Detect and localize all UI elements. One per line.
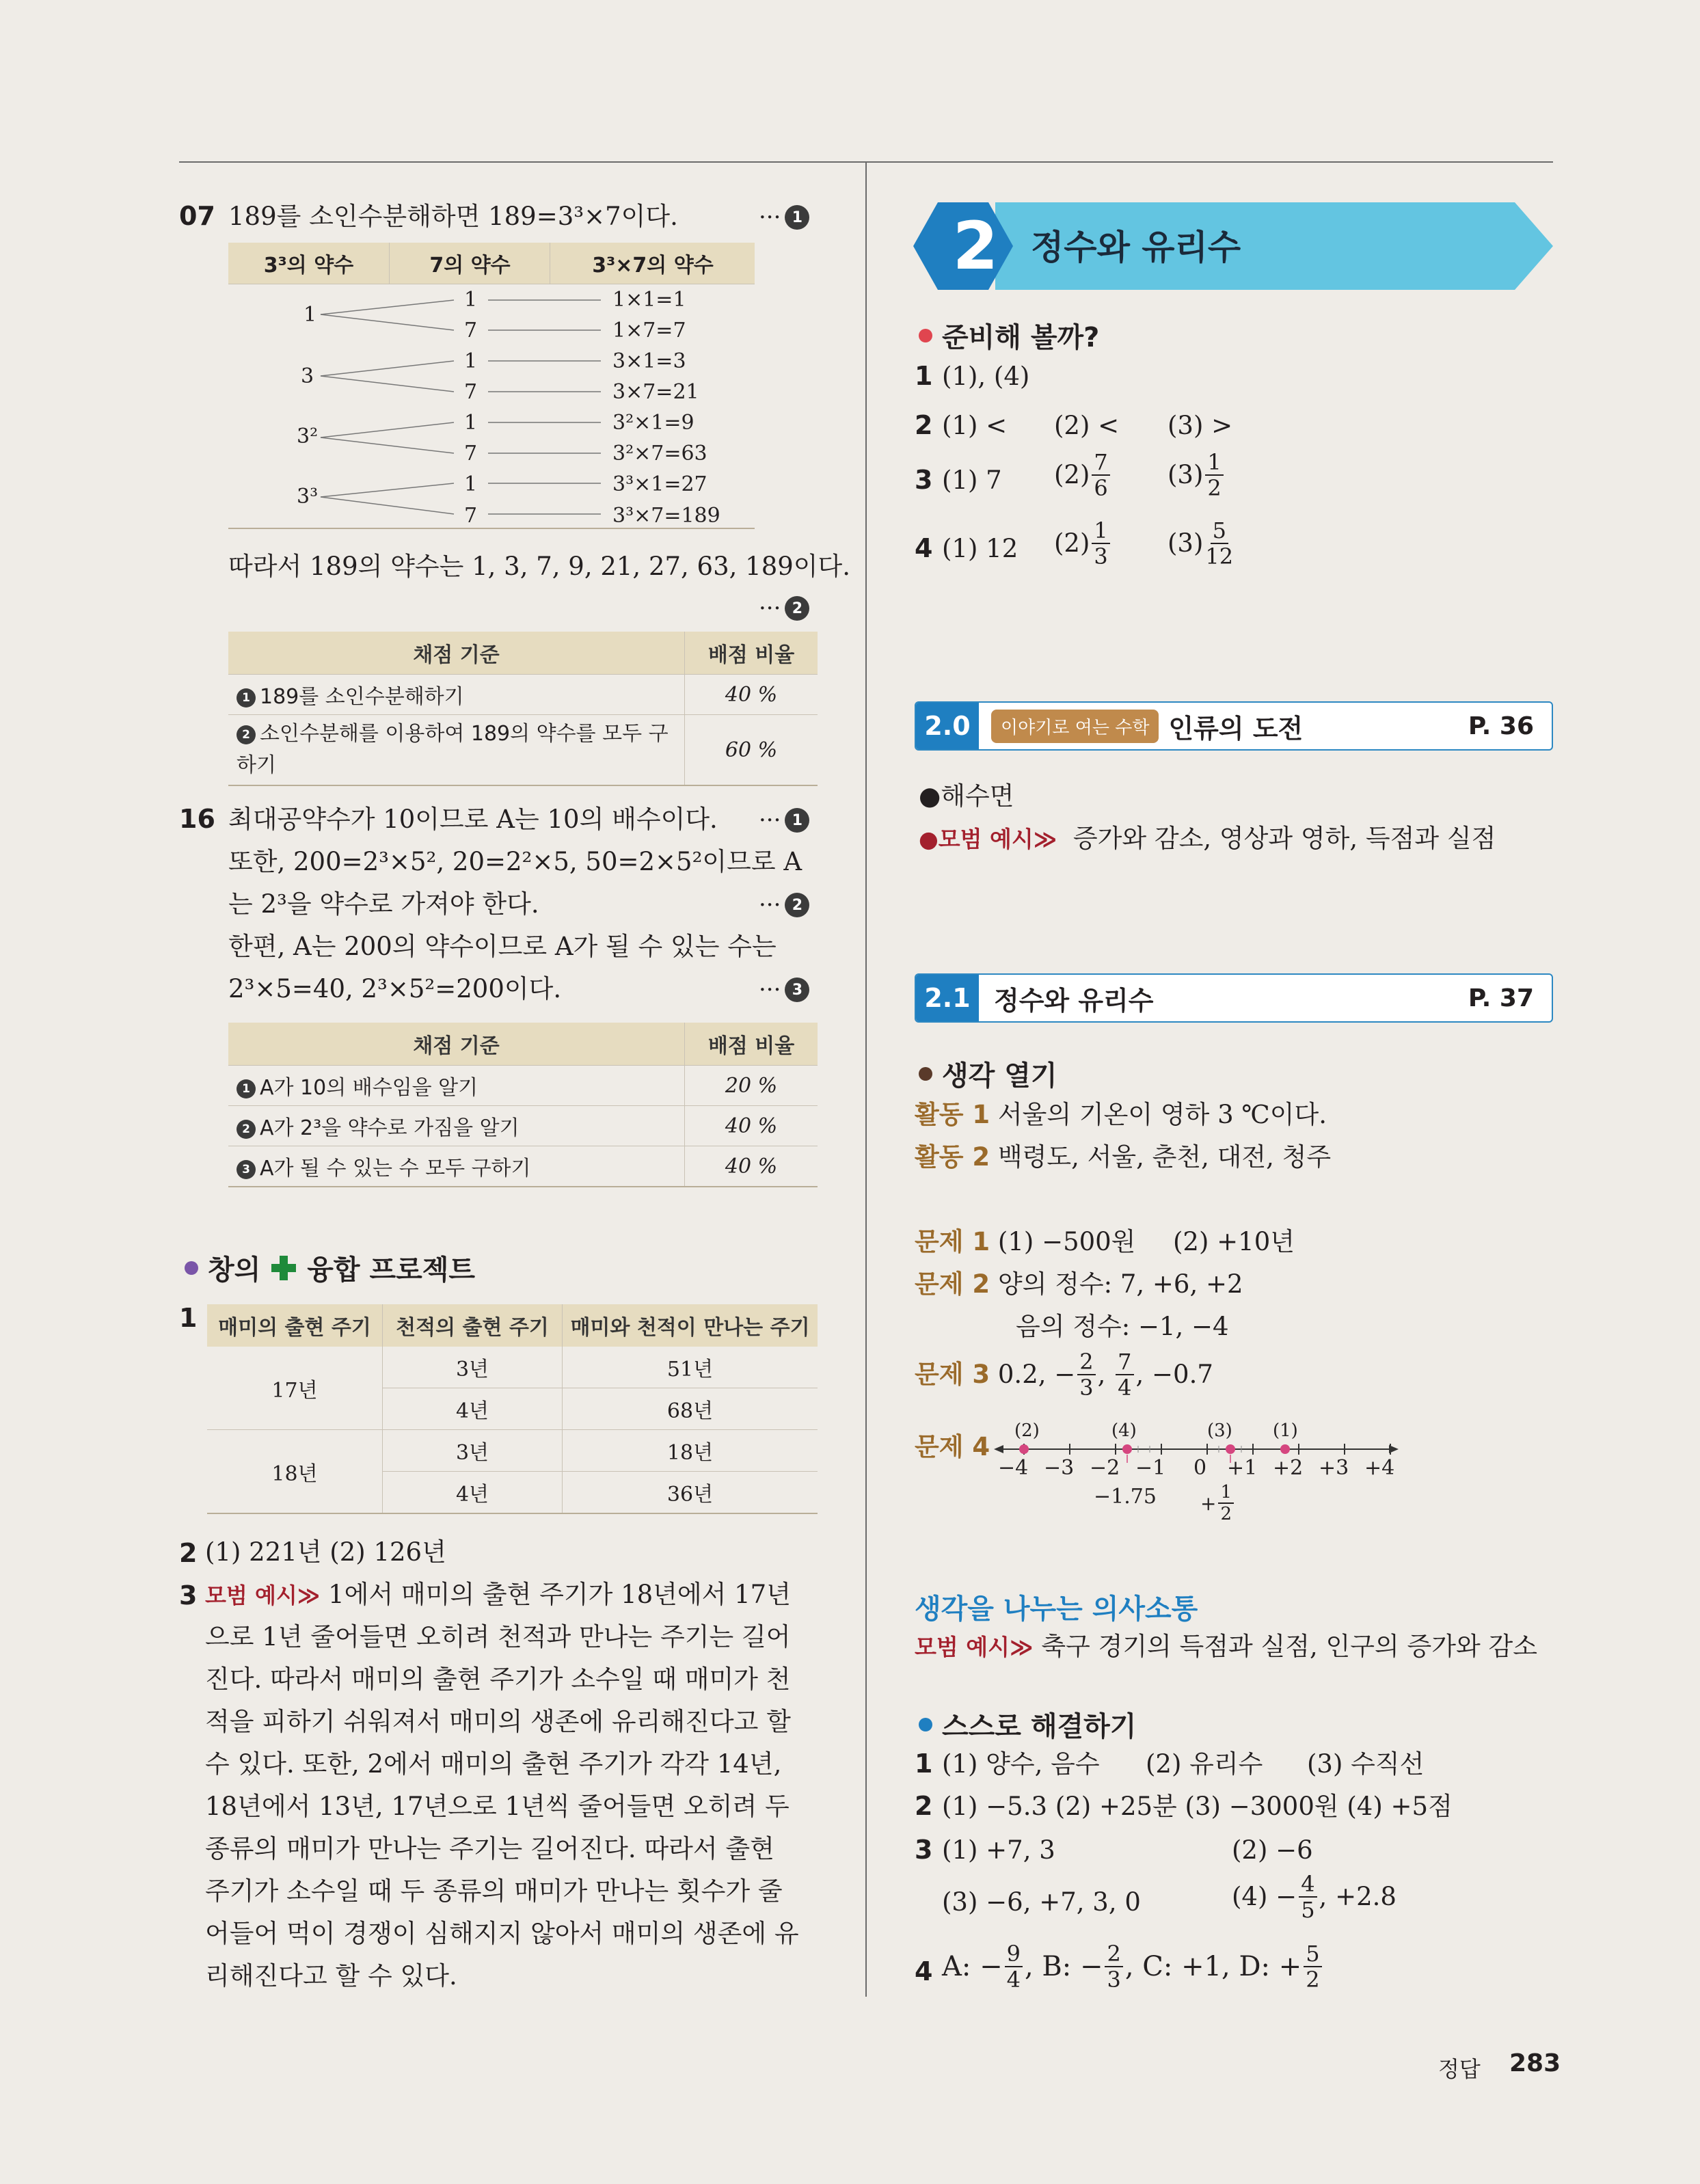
project-answer-3-line: 리해진다고 할 수 있다. [205,1961,457,1991]
nl-tick: 0 [1193,1456,1207,1480]
q16-grading-table [228,1023,818,1187]
grade-criterion: 1 A가 10의 배수임을 알기 [228,1066,685,1106]
bullet-icon [919,1718,932,1731]
project-answer-3-line: 주기가 소수일 때 두 종류의 매미가 만나는 횟수가 줄 [205,1876,783,1906]
project-answer-3-line: 종류의 매미가 만나는 주기는 길어진다. 따라서 출현 [205,1834,774,1863]
tree-b8: 7 [464,504,478,528]
self-a3-2: (2) −6 [1232,1835,1313,1865]
prep-a2-2: (2) < [1054,411,1120,440]
section-tag: 2.0 [916,703,979,749]
cicada-period: 18년 [271,1461,318,1486]
think-heading: 생각 열기 [919,1054,1057,1093]
project-item-1: 1 [179,1303,198,1333]
chapter-number: 2 [952,208,999,284]
self-a1-3: (3) 수직선 [1307,1749,1425,1779]
nl-label-neg175: −1.75 [1094,1485,1157,1509]
table-row [207,1430,818,1472]
cicada-col-2: 천적의 출현 주기 [383,1304,563,1347]
grade-criterion: 3 A가 될 수 있는 수 모두 구하기 [228,1146,685,1187]
prep-a4-3: (3) $\frac{5}{12}$ [1168,517,1234,569]
q07-line1: 189를 소인수분해하면 189=3³×7이다. [228,202,678,231]
section-title: 인류의 도전 [1168,713,1304,744]
tree-p4: 3×7=21 [612,380,699,404]
sea-level-answer: ●해수면 [919,781,1014,811]
column-divider [865,161,867,1997]
problem-1: 문제 1 (1) −500원 [915,1227,1136,1256]
prep-item-1: 1 [915,361,933,391]
section-chip: 이야기로 여는 수학 [991,710,1159,743]
tree-p5: 3²×1=9 [612,411,694,435]
enemy-period: 3년 [383,1430,563,1472]
project-answer-3-line: 수 있다. 또한, 2에서 매미의 출현 주기가 각각 14년, [205,1749,782,1779]
project-answer-3-line: 18년에서 13년, 17년으로 1년씩 줄어들면 오히려 두 [205,1792,790,1821]
project-title-b: 융합 프로젝트 [307,1254,476,1286]
problem-number-16: 16 [179,804,215,834]
self-item-3: 3 [915,1835,933,1865]
self-item-1: 1 [915,1749,933,1779]
problem-number-07: 07 [179,201,215,231]
project-answer-3-line: 진다. 따라서 매미의 출현 주기가 소수일 때 매미가 천 [205,1664,791,1694]
prep-a3-1: (1) 7 [942,466,1002,495]
q16-line2: 또한, 200=2³×5², 20=2²×5, 50=2×5²이므로 A [228,847,802,876]
nl-tick: −1 [1135,1456,1166,1480]
nl-label-half: + $\frac{1}{2}$ [1200,1483,1236,1523]
tree-p1: 1×1=1 [612,288,686,312]
grade-row [228,1066,818,1106]
tree-b3: 1 [464,349,478,373]
tree-p7: 3³×1=27 [612,472,707,496]
nl-tick: +3 [1319,1456,1349,1480]
self-a3-3: (3) −6, +7, 3, 0 [942,1887,1141,1917]
grade-header-row [228,1023,818,1066]
prep-a3-2: (2) $\frac{7}{6}$ [1054,451,1112,499]
self-heading: 스스로 해결하기 [919,1705,1136,1744]
prep-a2-1: (1) < [942,411,1008,440]
q16-marker3: ··· 3 [759,976,809,1003]
enemy-period: 3년 [383,1347,563,1388]
self-a3-1: (1) +7, 3 [942,1835,1055,1865]
meet-period: 36년 [563,1472,818,1514]
meet-period: 51년 [563,1347,818,1388]
tree-p6: 3²×7=63 [612,442,707,466]
cicada-col-1: 매미의 출현 주기 [207,1304,383,1347]
meet-period: 68년 [563,1388,818,1430]
project-answer-3-line: 적을 피하기 쉬워져서 매미의 생존에 유리해진다고 할 [205,1707,791,1736]
q07-grading-table [228,632,818,786]
grade-col-criteria: 채점 기준 [228,1023,685,1066]
self-a1-2: (2) 유리수 [1146,1749,1263,1779]
prep-a4-2: (2) $\frac{1}{3}$ [1054,520,1112,567]
q16-line4: 한편, A는 200의 약수이므로 A가 될 수 있는 수는 [228,932,777,961]
grade-pct: 20 % [685,1066,818,1106]
prep-heading: 준비해 볼까? [919,316,1099,355]
grade-header-row [228,632,818,675]
chapter-title: 정수와 유리수 [1031,228,1241,267]
self-a1-1: (1) 양수, 음수 [942,1749,1100,1779]
tree-header-a: 3³의 약수 [263,254,354,278]
q16-line1: 최대공약수가 10이므로 A는 10의 배수이다. [228,805,718,834]
q07-marker1: ··· 1 [759,204,809,231]
tree-a2: 3 [301,364,314,388]
cicada-table [207,1304,818,1514]
self-item-4: 4 [915,1956,933,1986]
nl-mark-1: (1) [1273,1420,1298,1441]
prep-item-3: 3 [915,465,933,495]
project-heading [185,1248,475,1287]
problem-4-label: 문제 4 [915,1432,990,1461]
prep-a3-3: (3) $\frac{1}{2}$ [1168,451,1226,499]
project-answer-3-line: 어들어 먹이 경쟁이 심해지지 않아서 매미의 생존에 유 [205,1919,799,1948]
problem-2b: 음의 정수: −1, −4 [1016,1312,1229,1341]
cicada-period: 17년 [207,1347,383,1430]
grade-pct: 40 % [685,1106,818,1146]
grade-pct: 40 % [685,675,818,715]
nl-mark-2: (2) [1014,1420,1040,1441]
prep-a4-1: (1) 12 [942,534,1018,563]
project-item-3: 3 [179,1580,198,1610]
problem-2: 문제 2 양의 정수: 7, +6, +2 [915,1269,1243,1299]
tree-header-row [228,243,755,284]
tree-b2: 7 [464,319,478,342]
q16-marker2: ··· 2 [759,891,809,919]
footer-label: 정답 [1438,2056,1481,2082]
nl-tick: +4 [1364,1456,1395,1480]
problem-3: 문제 3 0.2, − $\frac{2}{3}$ , $\frac{7}{4}$ , −0.7 [915,1349,1213,1401]
problem-1b: (2) +10년 [1173,1227,1295,1256]
enemy-period: 4년 [383,1388,563,1430]
tree-p8: 3³×7=189 [612,504,720,528]
b20-example: ●모범 예시≫ 증가와 감소, 영상과 영하, 득점과 실점 [919,824,1496,853]
tree-b5: 1 [464,411,478,435]
tree-header-c: 3³×7의 약수 [550,243,755,284]
nl-tick: −2 [1090,1456,1120,1480]
nl-tick: −3 [1044,1456,1075,1480]
divisor-tree-table [228,243,755,530]
prep-item-4: 4 [915,533,933,563]
q16-line5: 2³×5=40, 2³×5²=200이다. [228,974,562,1003]
grade-col-ratio: 배점 비율 [685,1023,818,1066]
nl-tick: +1 [1227,1456,1258,1480]
prep-a2-3: (3) > [1168,411,1233,440]
tree-header-b: 7의 약수 [389,243,550,284]
tree-a3: 3² [297,424,319,448]
section-title: 정수와 유리수 [994,985,1154,1016]
bullet-icon [185,1261,198,1275]
q16-line3: 는 2³을 약수로 가져야 한다. [228,889,539,919]
tree-b4: 7 [464,380,478,404]
section-page: P. 37 [1468,984,1534,1012]
grade-pct: 40 % [685,1146,818,1187]
project-answer-3-line1: 모범 예시≫ 1에서 매미의 출현 주기가 18년에서 17년 [205,1580,791,1609]
section-box-2-0 [915,701,1553,751]
grade-row [228,1106,818,1146]
project-answer-3-line: 으로 1년 줄어들면 오히려 천적과 만나는 주기는 길어 [205,1622,791,1652]
section-tag: 2.1 [916,975,979,1021]
section-page: P. 36 [1468,712,1534,740]
self-a2: (1) −5.3 (2) +25분 (3) −3000원 (4) +5점 [942,1792,1453,1821]
grade-pct: 60 % [685,715,818,786]
tree-a4: 3³ [297,485,319,509]
activity-2: 활동 2 백령도, 서울, 춘천, 대전, 청주 [915,1142,1332,1172]
tree-p2: 1×7=7 [612,319,686,342]
comm-heading: 생각을 나누는 의사소통 [915,1593,1198,1625]
meet-period: 18년 [563,1430,818,1472]
bullet-icon [919,329,932,342]
grade-col-criteria: 채점 기준 [228,632,685,675]
grade-row [228,675,818,715]
q16-marker1: ··· 1 [759,807,809,834]
comm-example: 모범 예시≫ 축구 경기의 득점과 실점, 인구의 증가와 감소 [915,1632,1538,1661]
prep-a1: (1), (4) [942,362,1030,391]
self-item-2: 2 [915,1791,933,1821]
grade-criterion: 2 A가 2³을 약수로 가짐을 알기 [228,1106,685,1146]
grade-row [228,1146,818,1187]
cicada-header-row [207,1304,818,1347]
nl-mark-4: (4) [1111,1420,1137,1441]
table-row [207,1347,818,1388]
page-number: 283 [1509,2049,1561,2077]
grade-criterion: 2 소인수분해를 이용하여 189의 약수를 모두 구하기 [228,715,685,786]
project-answer-2: (1) 221년 (2) 126년 [205,1537,446,1567]
section-box-2-1 [915,973,1553,1023]
project-title-a: 창의 [208,1254,261,1286]
enemy-period: 4년 [383,1472,563,1514]
grade-criterion: 1 189를 소인수분해하기 [228,675,685,715]
nl-tick: −4 [998,1456,1029,1480]
prep-item-2: 2 [915,410,933,440]
tree-p3: 3×1=3 [612,349,686,373]
project-item-2: 2 [179,1538,198,1568]
activity-1: 활동 1 서울의 기온이 영하 3 ℃이다. [915,1100,1327,1129]
nl-tick: +2 [1273,1456,1304,1480]
self-a4: A: − $\frac{9}{4}$ , B: − $\frac{2}{3}$ , C: +1, D: + $\frac{5}{2}$ [942,1943,1324,1991]
tree-b6: 7 [464,442,478,466]
bullet-icon [919,1067,932,1081]
grade-row [228,715,818,786]
tree-b1: 1 [464,288,478,312]
self-a3-4: (4) − $\frac{4}{5}$ , +2.8 [1232,1871,1397,1923]
nl-mark-3: (3) [1207,1420,1232,1441]
cicada-col-3: 매미와 천적이 만나는 주기 [563,1304,818,1347]
q07-line2: 따라서 189의 약수는 1, 3, 7, 9, 21, 27, 63, 189이다. [228,552,851,581]
tree-a1: 1 [303,303,317,327]
plus-icon [270,1254,297,1282]
tree-b7: 1 [464,472,478,496]
grade-col-ratio: 배점 비율 [685,632,818,675]
q07-marker2: ··· 2 [759,595,809,622]
